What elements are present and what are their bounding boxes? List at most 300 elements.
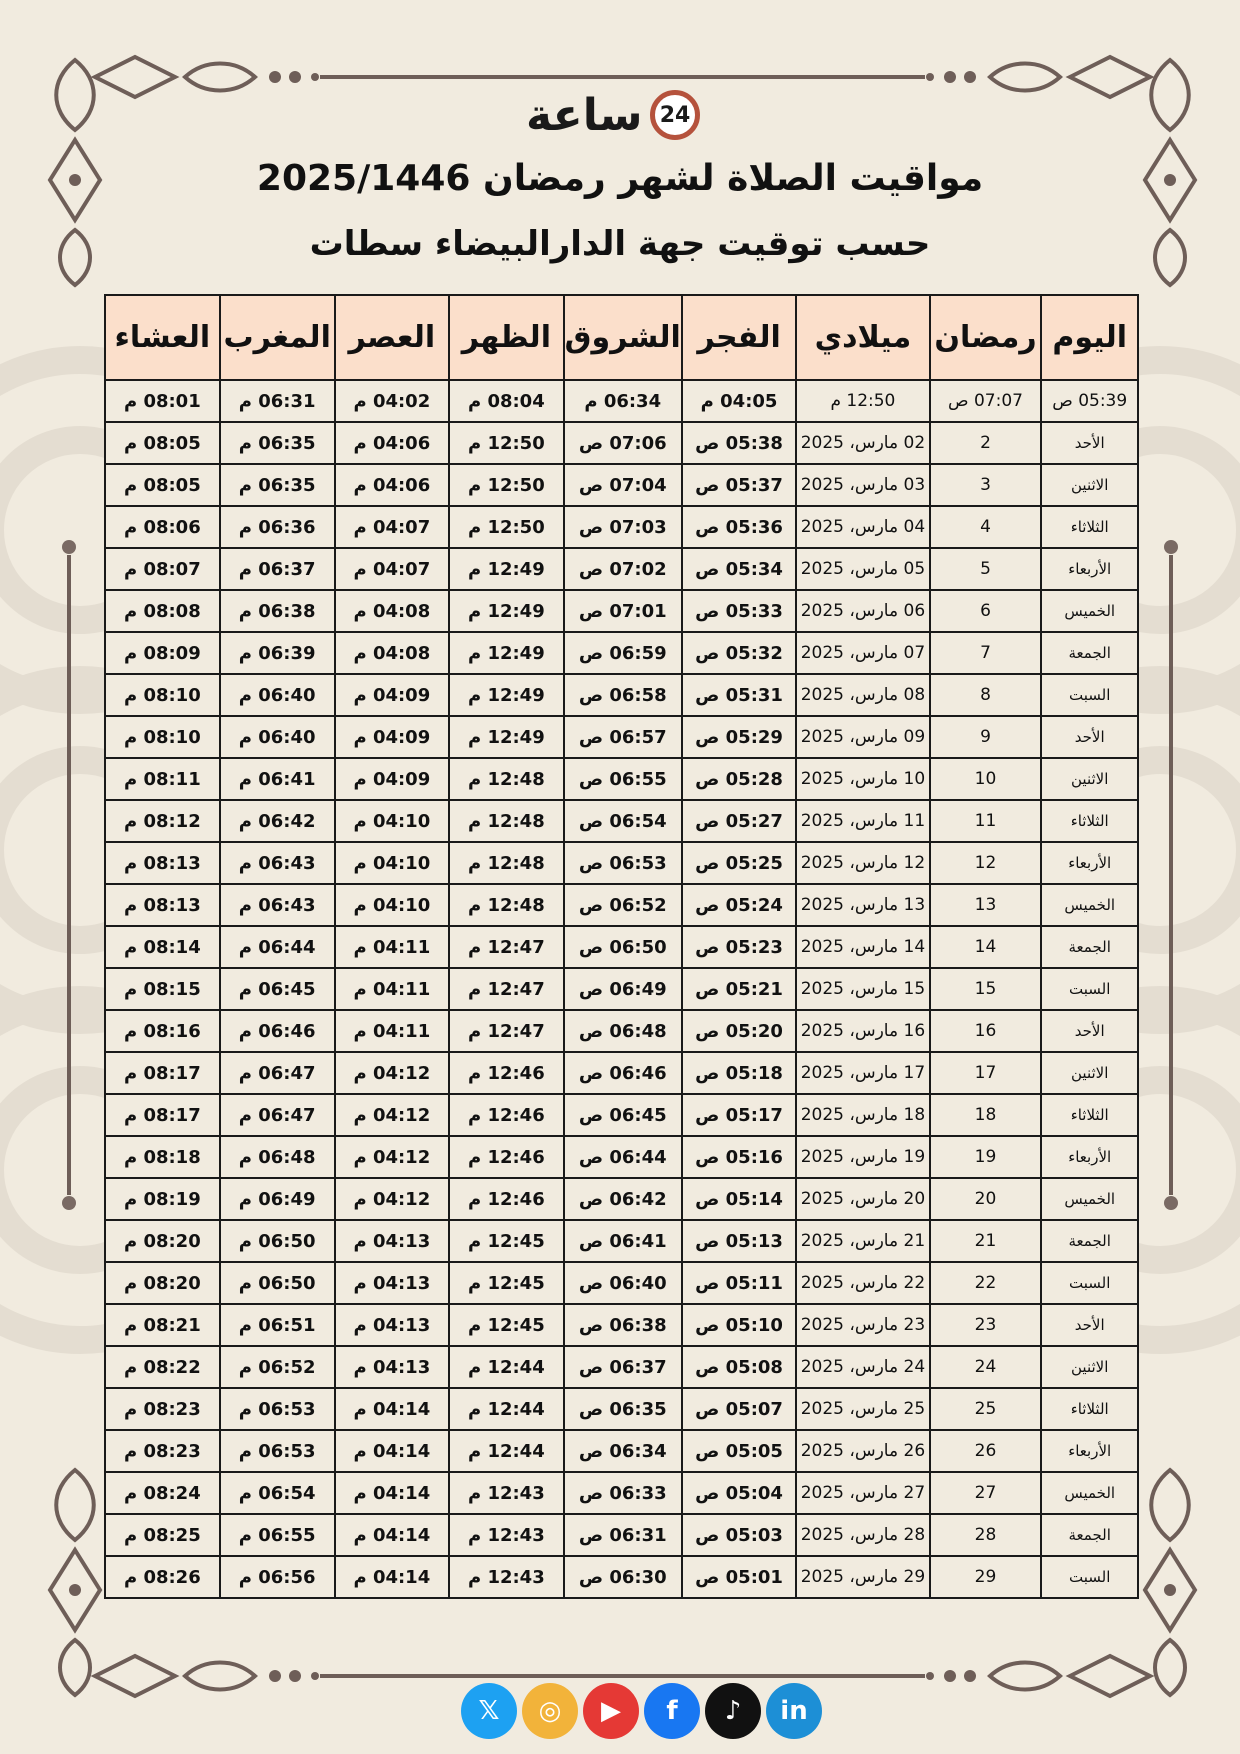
cell-ramadan: 13: [930, 884, 1042, 926]
cell-fajr: 05:20 ص: [682, 1010, 796, 1052]
cell-dhuhr: 12:45 م: [449, 1262, 564, 1304]
cell-fajr: 05:13 ص: [682, 1220, 796, 1262]
cell-asr: 04:11 م: [335, 968, 449, 1010]
cell-gregorian: 14 مارس، 2025: [796, 926, 929, 968]
cell-sunrise: 07:06 ص: [564, 422, 682, 464]
cell-ramadan: 18: [930, 1094, 1042, 1136]
cell-day: الثلاثاء: [1041, 1388, 1138, 1430]
cell-ramadan: 15: [930, 968, 1042, 1010]
column-header-maghrib: المغرب: [220, 295, 335, 380]
cell-isha: 08:08 م: [105, 590, 220, 632]
frame-dot: [1164, 1196, 1178, 1210]
table-row: [105, 506, 1138, 548]
cell-day: الخميس: [1041, 884, 1138, 926]
cell-asr: 04:10 م: [335, 884, 449, 926]
cell-maghrib: 06:55 م: [220, 1514, 335, 1556]
logo-wordmark: ساعة: [526, 90, 643, 141]
cell-maghrib: 06:45 م: [220, 968, 335, 1010]
cell-fajr: 05:16 ص: [682, 1136, 796, 1178]
cell-fajr: 05:17 ص: [682, 1094, 796, 1136]
cell-asr: 04:12 م: [335, 1136, 449, 1178]
cell-isha: 08:20 م: [105, 1220, 220, 1262]
cell-ramadan: 28: [930, 1514, 1042, 1556]
cell-maghrib: 06:53 م: [220, 1388, 335, 1430]
cell-isha: 08:15 م: [105, 968, 220, 1010]
table-body: [105, 380, 1138, 1598]
frame-left-line: [67, 555, 71, 1195]
cell-asr: 04:07 م: [335, 506, 449, 548]
cell-day: الأحد: [1041, 1010, 1138, 1052]
top-right-ornament: [910, 47, 1170, 107]
cell-day: الثلاثاء: [1041, 506, 1138, 548]
cell-maghrib: 06:44 م: [220, 926, 335, 968]
cell-sunrise: 06:55 ص: [564, 758, 682, 800]
cell-fajr: 05:33 ص: [682, 590, 796, 632]
cell-dhuhr: 12:49 م: [449, 548, 564, 590]
cell-asr: 04:14 م: [335, 1472, 449, 1514]
cell-isha: 08:19 م: [105, 1178, 220, 1220]
cell-sunrise: 06:53 ص: [564, 842, 682, 884]
table-row: [105, 1430, 1138, 1472]
cell-sunrise: 07:03 ص: [564, 506, 682, 548]
cell-ramadan: 5: [930, 548, 1042, 590]
cell-day: الأربعاء: [1041, 842, 1138, 884]
cell-gregorian: 26 مارس، 2025: [796, 1430, 929, 1472]
cell-dhuhr: 12:46 م: [449, 1178, 564, 1220]
cell-gregorian: 13 مارس، 2025: [796, 884, 929, 926]
table-row: [105, 716, 1138, 758]
cell-fajr: 05:23 ص: [682, 926, 796, 968]
tiktok-icon[interactable]: ♪: [705, 1683, 761, 1739]
cell-dhuhr: 12:48 م: [449, 758, 564, 800]
cell-gregorian: 29 مارس، 2025: [796, 1556, 929, 1598]
cell-dhuhr: 12:49 م: [449, 590, 564, 632]
column-header-dhuhr: الظهر: [449, 295, 564, 380]
cell-ramadan: 20: [930, 1178, 1042, 1220]
cell-dhuhr: 12:46 م: [449, 1052, 564, 1094]
cell-gregorian: 21 مارس، 2025: [796, 1220, 929, 1262]
cell-gregorian: 12 مارس، 2025: [796, 842, 929, 884]
cell-ramadan: 12: [930, 842, 1042, 884]
cell-ramadan: 19: [930, 1136, 1042, 1178]
cell-isha: 08:10 م: [105, 716, 220, 758]
cell-fajr: 05:08 ص: [682, 1346, 796, 1388]
cell-fajr: 05:28 ص: [682, 758, 796, 800]
cell-maghrib: 06:38 م: [220, 590, 335, 632]
column-header-day: اليوم: [1041, 295, 1138, 380]
column-header-ramadan: رمضان: [930, 295, 1042, 380]
cell-fajr: 05:36 ص: [682, 506, 796, 548]
cell-gregorian: 12:50 م: [796, 380, 929, 422]
cell-gregorian: 05 مارس، 2025: [796, 548, 929, 590]
table-row: [105, 548, 1138, 590]
cell-ramadan: 11: [930, 800, 1042, 842]
cell-dhuhr: 12:44 م: [449, 1346, 564, 1388]
cell-day: السبت: [1041, 1556, 1138, 1598]
cell-isha: 08:16 م: [105, 1010, 220, 1052]
cell-asr: 04:06 م: [335, 464, 449, 506]
cell-asr: 04:13 م: [335, 1304, 449, 1346]
cell-dhuhr: 12:46 م: [449, 1094, 564, 1136]
cell-dhuhr: 08:04 م: [449, 380, 564, 422]
logo-badge: 24: [650, 90, 700, 140]
cell-ramadan: 26: [930, 1430, 1042, 1472]
table-row: [105, 674, 1138, 716]
cell-asr: 04:06 م: [335, 422, 449, 464]
cell-day: الأحد: [1041, 1304, 1138, 1346]
cell-asr: 04:10 م: [335, 842, 449, 884]
cell-fajr: 05:05 ص: [682, 1430, 796, 1472]
cell-sunrise: 06:35 ص: [564, 1388, 682, 1430]
cell-isha: 08:23 م: [105, 1430, 220, 1472]
cell-ramadan: 16: [930, 1010, 1042, 1052]
cell-fajr: 05:21 ص: [682, 968, 796, 1010]
cell-ramadan: 8: [930, 674, 1042, 716]
table-row: [105, 1388, 1138, 1430]
linkedin-icon[interactable]: in: [766, 1683, 822, 1739]
cell-dhuhr: 12:47 م: [449, 1010, 564, 1052]
cell-maghrib: 06:47 م: [220, 1094, 335, 1136]
cell-fajr: 05:34 ص: [682, 548, 796, 590]
cell-gregorian: 15 مارس، 2025: [796, 968, 929, 1010]
cell-fajr: 05:27 ص: [682, 800, 796, 842]
cell-maghrib: 06:36 م: [220, 506, 335, 548]
cell-asr: 04:13 م: [335, 1220, 449, 1262]
cell-isha: 08:18 م: [105, 1136, 220, 1178]
cell-sunrise: 06:44 ص: [564, 1136, 682, 1178]
cell-asr: 04:14 م: [335, 1556, 449, 1598]
table-row: [105, 1346, 1138, 1388]
cell-dhuhr: 12:45 م: [449, 1304, 564, 1346]
cell-isha: 08:10 م: [105, 674, 220, 716]
cell-ramadan: 23: [930, 1304, 1042, 1346]
cell-asr: 04:12 م: [335, 1094, 449, 1136]
cell-dhuhr: 12:49 م: [449, 632, 564, 674]
cell-asr: 04:02 م: [335, 380, 449, 422]
cell-dhuhr: 12:44 م: [449, 1430, 564, 1472]
cell-isha: 08:13 م: [105, 884, 220, 926]
cell-isha: 08:14 م: [105, 926, 220, 968]
cell-maghrib: 06:53 م: [220, 1430, 335, 1472]
cell-day: السبت: [1041, 968, 1138, 1010]
column-header-gregorian: ميلادي: [796, 295, 929, 380]
cell-maghrib: 06:50 م: [220, 1262, 335, 1304]
table-row: [105, 1178, 1138, 1220]
cell-sunrise: 06:42 ص: [564, 1178, 682, 1220]
table-row: [105, 800, 1138, 842]
cell-isha: 08:12 م: [105, 800, 220, 842]
cell-dhuhr: 12:46 م: [449, 1136, 564, 1178]
cell-maghrib: 06:43 م: [220, 884, 335, 926]
cell-fajr: 05:32 ص: [682, 632, 796, 674]
table-row: [105, 758, 1138, 800]
cell-sunrise: 06:34 ص: [564, 1430, 682, 1472]
cell-gregorian: 20 مارس، 2025: [796, 1178, 929, 1220]
cell-gregorian: 25 مارس، 2025: [796, 1388, 929, 1430]
cell-maghrib: 06:54 م: [220, 1472, 335, 1514]
cell-maghrib: 06:35 م: [220, 464, 335, 506]
cell-maghrib: 06:46 م: [220, 1010, 335, 1052]
cell-dhuhr: 12:45 م: [449, 1220, 564, 1262]
x-icon[interactable]: 𝕏: [461, 1683, 517, 1739]
cell-gregorian: 28 مارس، 2025: [796, 1514, 929, 1556]
cell-sunrise: 06:34 م: [564, 380, 682, 422]
cell-ramadan: 27: [930, 1472, 1042, 1514]
cell-maghrib: 06:42 م: [220, 800, 335, 842]
cell-day: الثلاثاء: [1041, 1094, 1138, 1136]
cell-dhuhr: 12:47 م: [449, 968, 564, 1010]
cell-fajr: 05:25 ص: [682, 842, 796, 884]
cell-day: السبت: [1041, 1262, 1138, 1304]
facebook-icon[interactable]: f: [644, 1683, 700, 1739]
cell-gregorian: 23 مارس، 2025: [796, 1304, 929, 1346]
cell-ramadan: 29: [930, 1556, 1042, 1598]
cell-day: الاثنين: [1041, 464, 1138, 506]
cell-fajr: 05:04 ص: [682, 1472, 796, 1514]
cell-sunrise: 06:59 ص: [564, 632, 682, 674]
frame-dot: [62, 540, 76, 554]
cell-dhuhr: 12:50 م: [449, 464, 564, 506]
cell-ramadan: 3: [930, 464, 1042, 506]
cell-day: الأربعاء: [1041, 1430, 1138, 1472]
cell-asr: 04:09 م: [335, 674, 449, 716]
cell-gregorian: 03 مارس، 2025: [796, 464, 929, 506]
cell-maghrib: 06:40 م: [220, 674, 335, 716]
cell-isha: 08:07 م: [105, 548, 220, 590]
youtube-icon[interactable]: ▶: [583, 1683, 639, 1739]
cell-ramadan: 4: [930, 506, 1042, 548]
cell-day: الأحد: [1041, 716, 1138, 758]
table-row: [105, 1136, 1138, 1178]
table-row: [105, 1010, 1138, 1052]
cell-gregorian: 24 مارس، 2025: [796, 1346, 929, 1388]
table-row: [105, 380, 1138, 422]
cell-dhuhr: 12:50 م: [449, 506, 564, 548]
cell-fajr: 05:03 ص: [682, 1514, 796, 1556]
cell-maghrib: 06:35 م: [220, 422, 335, 464]
frame-top-line: [320, 75, 925, 79]
prayer-times-table: [104, 294, 1139, 1599]
cell-fajr: 05:01 ص: [682, 1556, 796, 1598]
cell-sunrise: 07:01 ص: [564, 590, 682, 632]
column-header-fajr: الفجر: [682, 295, 796, 380]
cell-fajr: 04:05 م: [682, 380, 796, 422]
cell-maghrib: 06:39 م: [220, 632, 335, 674]
cell-fajr: 05:14 ص: [682, 1178, 796, 1220]
cell-asr: 04:12 م: [335, 1178, 449, 1220]
cell-asr: 04:13 م: [335, 1262, 449, 1304]
table-row: [105, 1220, 1138, 1262]
frame-dot: [62, 1196, 76, 1210]
instagram-icon[interactable]: ◎: [522, 1683, 578, 1739]
cell-day: الاثنين: [1041, 758, 1138, 800]
cell-dhuhr: 12:44 م: [449, 1388, 564, 1430]
table-row: [105, 590, 1138, 632]
cell-sunrise: 06:52 ص: [564, 884, 682, 926]
cell-isha: 08:21 م: [105, 1304, 220, 1346]
cell-asr: 04:12 م: [335, 1052, 449, 1094]
cell-asr: 04:10 م: [335, 800, 449, 842]
cell-asr: 04:11 م: [335, 1010, 449, 1052]
cell-day: الاثنين: [1041, 1052, 1138, 1094]
cell-dhuhr: 12:47 م: [449, 926, 564, 968]
cell-sunrise: 06:41 ص: [564, 1220, 682, 1262]
cell-asr: 04:08 م: [335, 590, 449, 632]
cell-gregorian: 10 مارس، 2025: [796, 758, 929, 800]
cell-isha: 08:06 م: [105, 506, 220, 548]
cell-isha: 08:20 م: [105, 1262, 220, 1304]
cell-gregorian: 27 مارس، 2025: [796, 1472, 929, 1514]
table-row: [105, 1094, 1138, 1136]
cell-day: الخميس: [1041, 1178, 1138, 1220]
cell-sunrise: 06:31 ص: [564, 1514, 682, 1556]
cell-ramadan: 6: [930, 590, 1042, 632]
cell-maghrib: 06:41 م: [220, 758, 335, 800]
table-row: [105, 464, 1138, 506]
cell-sunrise: 06:57 ص: [564, 716, 682, 758]
cell-asr: 04:08 م: [335, 632, 449, 674]
cell-fajr: 05:11 ص: [682, 1262, 796, 1304]
cell-maghrib: 06:31 م: [220, 380, 335, 422]
cell-sunrise: 06:45 ص: [564, 1094, 682, 1136]
cell-gregorian: 22 مارس، 2025: [796, 1262, 929, 1304]
column-header-asr: العصر: [335, 295, 449, 380]
cell-dhuhr: 12:49 م: [449, 674, 564, 716]
cell-maghrib: 06:50 م: [220, 1220, 335, 1262]
cell-fajr: 05:31 ص: [682, 674, 796, 716]
cell-day: السبت: [1041, 674, 1138, 716]
cell-gregorian: 16 مارس، 2025: [796, 1010, 929, 1052]
cell-asr: 04:07 م: [335, 548, 449, 590]
cell-isha: 08:25 م: [105, 1514, 220, 1556]
top-left-ornament: [75, 47, 335, 107]
cell-day: الخميس: [1041, 1472, 1138, 1514]
cell-asr: 04:14 م: [335, 1430, 449, 1472]
cell-gregorian: 08 مارس، 2025: [796, 674, 929, 716]
bottom-right-ornament: [910, 1646, 1170, 1706]
table-row: [105, 842, 1138, 884]
column-header-sunrise: الشروق: [564, 295, 682, 380]
cell-sunrise: 06:37 ص: [564, 1346, 682, 1388]
cell-asr: 04:13 م: [335, 1346, 449, 1388]
cell-isha: 08:22 م: [105, 1346, 220, 1388]
cell-day: الاثنين: [1041, 1346, 1138, 1388]
cell-maghrib: 06:40 م: [220, 716, 335, 758]
cell-sunrise: 06:30 ص: [564, 1556, 682, 1598]
cell-dhuhr: 12:48 م: [449, 842, 564, 884]
cell-maghrib: 06:49 م: [220, 1178, 335, 1220]
table-row: [105, 884, 1138, 926]
cell-sunrise: 06:33 ص: [564, 1472, 682, 1514]
cell-day: الجمعة: [1041, 632, 1138, 674]
cell-dhuhr: 12:43 م: [449, 1514, 564, 1556]
cell-sunrise: 06:54 ص: [564, 800, 682, 842]
page-subtitle: حسب توقيت جهة الدارالبيضاء سطات: [309, 224, 931, 264]
table-row: [105, 1514, 1138, 1556]
cell-ramadan: 21: [930, 1220, 1042, 1262]
cell-dhuhr: 12:48 م: [449, 800, 564, 842]
cell-maghrib: 06:37 م: [220, 548, 335, 590]
cell-maghrib: 06:56 م: [220, 1556, 335, 1598]
cell-day: الأربعاء: [1041, 548, 1138, 590]
cell-day: الجمعة: [1041, 926, 1138, 968]
cell-isha: 08:05 م: [105, 464, 220, 506]
table-row: [105, 1052, 1138, 1094]
cell-asr: 04:11 م: [335, 926, 449, 968]
cell-maghrib: 06:47 م: [220, 1052, 335, 1094]
cell-gregorian: 11 مارس، 2025: [796, 800, 929, 842]
cell-dhuhr: 12:48 م: [449, 884, 564, 926]
cell-day: الجمعة: [1041, 1514, 1138, 1556]
cell-sunrise: 06:49 ص: [564, 968, 682, 1010]
cell-isha: 08:05 م: [105, 422, 220, 464]
cell-isha: 08:11 م: [105, 758, 220, 800]
cell-sunrise: 06:50 ص: [564, 926, 682, 968]
cell-day: الأحد: [1041, 422, 1138, 464]
cell-day: 05:39 ص: [1041, 380, 1138, 422]
cell-isha: 08:26 م: [105, 1556, 220, 1598]
cell-gregorian: 06 مارس، 2025: [796, 590, 929, 632]
cell-ramadan: 25: [930, 1388, 1042, 1430]
table-row: [105, 1472, 1138, 1514]
table-row: [105, 422, 1138, 464]
cell-sunrise: 06:46 ص: [564, 1052, 682, 1094]
cell-dhuhr: 12:50 م: [449, 422, 564, 464]
cell-isha: 08:13 م: [105, 842, 220, 884]
cell-fajr: 05:24 ص: [682, 884, 796, 926]
cell-isha: 08:17 م: [105, 1052, 220, 1094]
bottom-left-ornament: [75, 1646, 335, 1706]
cell-fajr: 05:29 ص: [682, 716, 796, 758]
cell-isha: 08:24 م: [105, 1472, 220, 1514]
cell-maghrib: 06:43 م: [220, 842, 335, 884]
cell-sunrise: 06:48 ص: [564, 1010, 682, 1052]
cell-isha: 08:23 م: [105, 1388, 220, 1430]
table-row: [105, 1262, 1138, 1304]
table-row: [105, 926, 1138, 968]
cell-ramadan: 17: [930, 1052, 1042, 1094]
cell-asr: 04:14 م: [335, 1388, 449, 1430]
cell-day: الثلاثاء: [1041, 800, 1138, 842]
cell-ramadan: 10: [930, 758, 1042, 800]
cell-day: الخميس: [1041, 590, 1138, 632]
cell-sunrise: 06:38 ص: [564, 1304, 682, 1346]
cell-asr: 04:14 م: [335, 1514, 449, 1556]
cell-sunrise: 06:58 ص: [564, 674, 682, 716]
cell-isha: 08:09 م: [105, 632, 220, 674]
cell-ramadan: 2: [930, 422, 1042, 464]
cell-ramadan: 9: [930, 716, 1042, 758]
cell-day: الأربعاء: [1041, 1136, 1138, 1178]
cell-isha: 08:17 م: [105, 1094, 220, 1136]
cell-gregorian: 19 مارس، 2025: [796, 1136, 929, 1178]
cell-fajr: 05:07 ص: [682, 1388, 796, 1430]
cell-fajr: 05:37 ص: [682, 464, 796, 506]
cell-sunrise: 07:04 ص: [564, 464, 682, 506]
cell-gregorian: 04 مارس، 2025: [796, 506, 929, 548]
frame-right-line: [1169, 555, 1173, 1195]
cell-ramadan: 7: [930, 632, 1042, 674]
table-row: [105, 1304, 1138, 1346]
frame-dot: [1164, 540, 1178, 554]
cell-maghrib: 06:51 م: [220, 1304, 335, 1346]
cell-fajr: 05:38 ص: [682, 422, 796, 464]
cell-ramadan: 14: [930, 926, 1042, 968]
cell-gregorian: 02 مارس، 2025: [796, 422, 929, 464]
cell-ramadan: 07:07 ص: [930, 380, 1042, 422]
cell-isha: 08:01 م: [105, 380, 220, 422]
cell-asr: 04:09 م: [335, 716, 449, 758]
